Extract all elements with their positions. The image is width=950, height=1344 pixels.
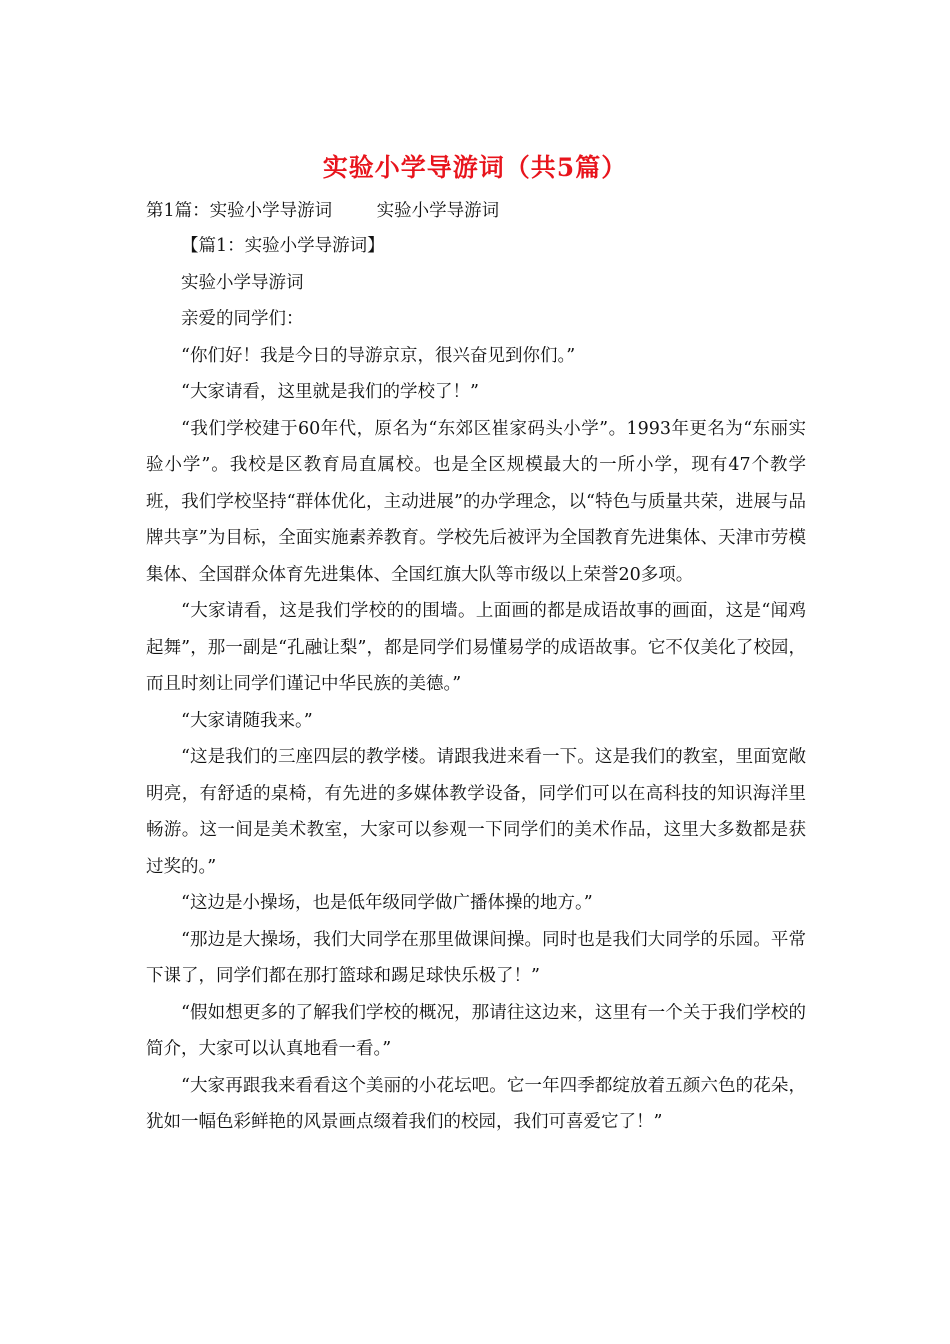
paragraph: 实验小学导游词 — [181, 272, 304, 293]
paragraph: “我们学校建于60年代，原名为“东郊区崔家码头小学”。1993年更名为“东丽实验小学”。我校是区教育局直属校。也是全区规模最大的一所小学，现有47个教学班，我们学校坚持“群体优化，主动进展”的办学理念，以“特色与质量共荣，进展与品牌共享”为目标，全面实施素养教育。学校先后被评为全国教育先进集体、天津市劳模集体、全国群众体育先进集体、全国红旗大队等市级以上荣誉20多项。 — [146, 418, 806, 585]
paragraph: “这边是小操场，也是低年级同学做广播体操的地方。” — [181, 893, 593, 913]
paragraph: “大家请看，这是我们学校的的围墙。上面画的都是成语故事的画面，这是“闻鸡起舞”，那一副是“孔融让梨”，都是同学们易懂易学的成语故事。它不仅美化了校园，而且时刻让同学们谨记中华民族的美德。” — [146, 601, 806, 694]
document-title: 实验小学导游词（共5篇） — [322, 153, 628, 182]
paragraph: “大家请随我来。” — [181, 710, 313, 731]
paragraph: 亲爱的同学们： — [181, 309, 304, 329]
paragraph: “这是我们的三座四层的教学楼。请跟我进来看一下。这是我们的教室，里面宽敞明亮，有舒适的桌椅，有先进的多媒体教学设备，同学们可以在高科技的知识海洋里畅游。这一间是美术教室，大家可以参观一下同学们的美术作品，这里大多数都是获过奖的。” — [146, 747, 806, 877]
paragraph: “你们好！我是今日的导游京京，很兴奋见到你们。” — [181, 345, 576, 366]
paragraph: “大家再跟我来看看这个美丽的小花坛吧。它一年四季都绽放着五颜六色的花朵，犹如一幅色彩鲜艳的风景画点缀着我们的校园，我们可喜爱它了！” — [146, 1075, 806, 1132]
paragraph: 【篇1：实验小学导游词】 — [181, 236, 385, 256]
paragraph: “那边是大操场，我们大同学在那里做课间操。同时也是我们大同学的乐园。平常下课了，同学们都在那打篮球和踢足球快乐极了！” — [146, 929, 806, 986]
paragraph: “大家请看，这里就是我们的学校了！” — [181, 382, 479, 402]
document-body — [146, 228, 806, 1141]
paragraph: “假如想更多的了解我们学校的概况，那请往这边来，这里有一个关于我们学校的简介，大家可以认真地看一看。” — [146, 1002, 806, 1059]
chapter-heading: 第1篇：实验小学导游词 实验小学导游词 — [146, 201, 500, 221]
